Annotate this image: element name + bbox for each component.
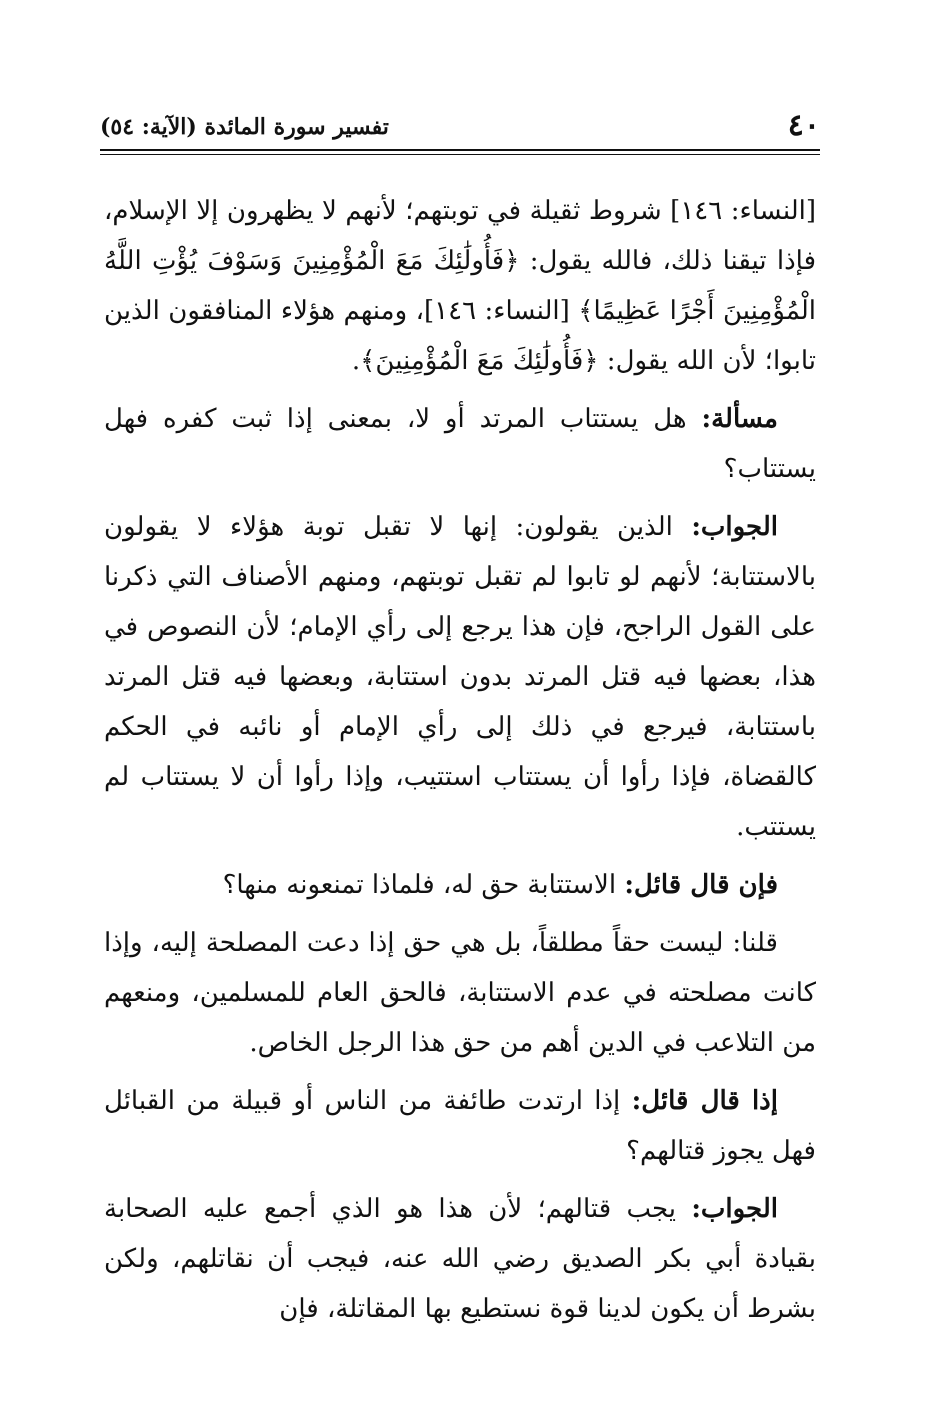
paragraph-lead: الجواب:	[691, 1194, 778, 1224]
paragraph-text: قلنا: ليست حقاً مطلقاً، بل هي حق إذا دعت المصلحة إليه، وإذا كانت مصلحته في عدم الاستتابة، فالحق العام للمسلمين، ومنعهم من التلاعب في الدين أهم من حق هذا الرجل الخاص.	[104, 928, 816, 1058]
paragraph-answer	[104, 502, 816, 852]
paragraph-text: الذين يقولون: إنها لا تقبل توبة هؤلاء لا يقولون بالاستتابة؛ لأنهم لو تابوا لم تقبل توبتهم، ومنهم الأصناف التي ذكرنا على القول الراجح، فإن هذا يرجع إلى رأي الإمام؛ لأن النصوص في هذا، بعضها فيه قتل المرتد بدون استتابة، وبعضها فيه قتل المرتد باستتابة، فيرجع في ذلك إلى رأي الإمام أو نائبه في الحكم كالقضاة، فإذا رأوا أن يستتاب استتيب، وإذا رأوا أن لا يستتاب لم يستتب.	[104, 512, 817, 842]
paragraph-text: يجب قتالهم؛ لأن هذا هو الذي أجمع عليه الصحابة بقيادة أبي بكر الصديق رضي الله عنه، فيجب أن نقاتلهم، ولكن بشرط أن يكون لدينا قوة نستطيع بها المقاتلة، فإن	[104, 1194, 816, 1324]
paragraph-answer-2	[104, 1184, 816, 1334]
paragraph-objection	[104, 860, 816, 910]
paragraph-lead: فإن قال قائل:	[624, 870, 778, 900]
paragraph-text: [النساء: ١٤٦] شروط ثقيلة في توبتهم؛ لأنهم لا يظهرون إلا الإسلام، فإذا تيقنا ذلك، فالله يقول: ﴿فَأُولَٰئِكَ مَعَ الْمُؤْمِنِينَ وَسَوْفَ يُؤْتِ اللَّهُ الْمُؤْمِنِينَ أَجْرًا عَظِيمًا﴾ [النساء: ١٤٦]، ومنهم هؤلاء المنافقون الذين تابوا؛ لأن الله يقول: ﴿فَأُولَٰئِكَ مَعَ الْمُؤْمِنِينَ﴾.	[104, 196, 816, 376]
page-header	[100, 108, 820, 146]
paragraph-text: إذا ارتدت طائفة من الناس أو قبيلة من القبائل فهل يجوز قتالهم؟	[104, 1086, 816, 1166]
header-rule	[100, 149, 820, 155]
paragraph-lead: مسألة:	[701, 404, 778, 434]
paragraph-text: الاستتابة حق له، فلماذا تمنعونه منها؟	[222, 870, 625, 900]
running-title: تفسير سورة المائدة (الآية: ٥٤)	[100, 114, 389, 140]
paragraph-objection-2	[104, 1076, 816, 1176]
paragraph-lead: إذا قال قائل:	[631, 1086, 778, 1116]
paragraph-lead: الجواب:	[691, 512, 778, 542]
paragraph-question	[104, 394, 816, 494]
paragraph-reply	[104, 918, 816, 1068]
paragraph-continuation	[104, 186, 816, 386]
paragraph-text: هل يستتاب المرتد أو لا، بمعنى إذا ثبت كفره فهل يستتاب؟	[104, 404, 816, 484]
page-body	[104, 186, 816, 1342]
page-number: ٤٠	[787, 108, 820, 143]
